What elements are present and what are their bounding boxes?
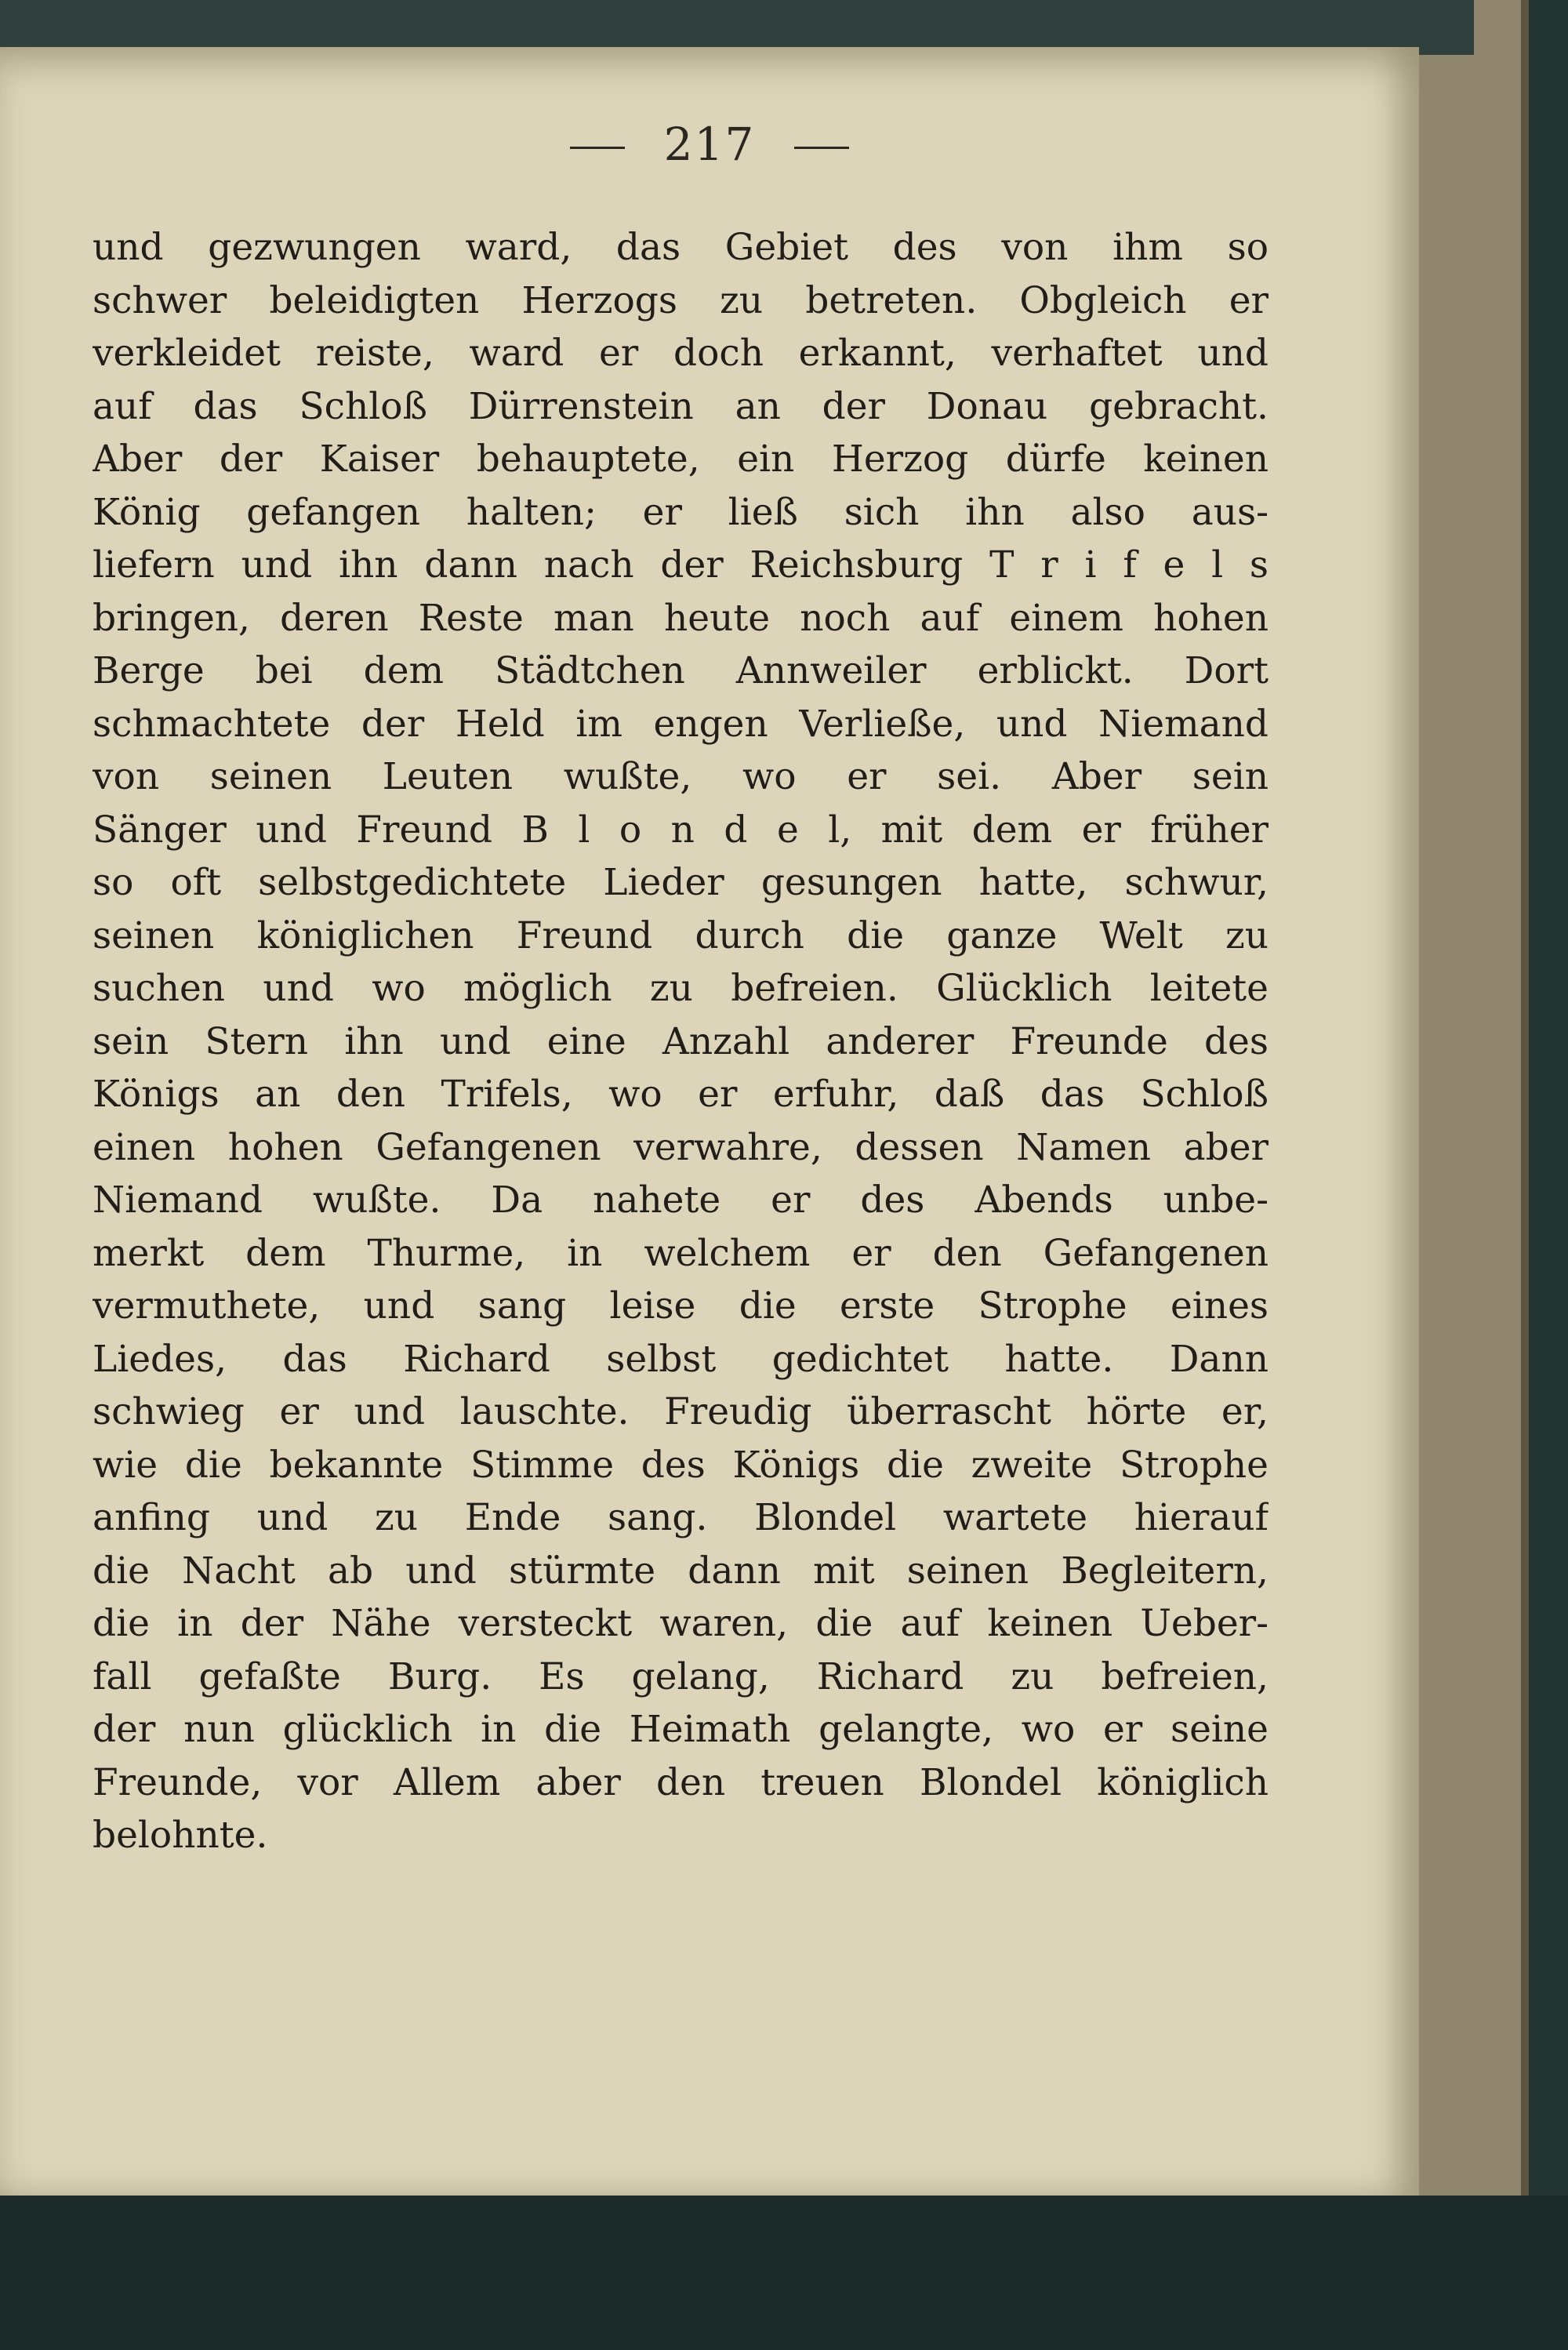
page-header xyxy=(0,118,1419,171)
text-line: vermuthete, und sang leise die erste Strophe eines xyxy=(93,1284,1269,1328)
page-number: 217 xyxy=(663,118,756,171)
text-line: der nun glücklich in die Heimath gelangte, wo er seine xyxy=(93,1708,1269,1751)
text-line: schwieg er und lauschte. Freudig überrascht hörte er, xyxy=(93,1390,1269,1433)
text-line: Sänger und Freund B l o n d e l, mit dem er früher xyxy=(93,808,1269,852)
text-line: Liedes, das Richard selbst gedichtet hatte. Dann xyxy=(93,1337,1269,1381)
text-line: die Nacht ab und stürmte dann mit seinen Begleitern, xyxy=(93,1549,1269,1593)
header-dash-left xyxy=(570,147,625,149)
text-line: sein Stern ihn und eine Anzahl anderer Freunde des xyxy=(93,1019,1269,1063)
text-line: seinen königlichen Freund durch die ganze Welt zu xyxy=(93,913,1269,957)
text-line: liefern und ihn dann nach der Reichsburg T r i f e l s xyxy=(93,543,1269,587)
text-line: auf das Schloß Dürrenstein an der Donau gebracht. xyxy=(93,384,1269,428)
text-line: bringen, deren Reste man heute noch auf einem hohen xyxy=(93,596,1269,640)
text-line: König gefangen halten; er ließ sich ihn also aus- xyxy=(93,490,1269,534)
text-line: fall gefaßte Burg. Es gelang, Richard zu befreien, xyxy=(93,1654,1269,1698)
text-line: und gezwungen ward, das Gebiet des von ihm so xyxy=(93,226,1269,269)
text-line: schmachtete der Held im engen Verließe, und Niemand xyxy=(93,702,1269,746)
text-line: die in der Nähe versteckt waren, die auf keinen Ueber- xyxy=(93,1602,1269,1645)
text-line: Freunde, vor Allem aber den treuen Blondel königlich xyxy=(93,1760,1269,1804)
header-dash-right xyxy=(794,147,849,149)
text-line: Berge bei dem Städtchen Annweiler erblickt. Dort xyxy=(93,649,1269,692)
text-line: schwer beleidigten Herzogs zu betreten. Obgleich er xyxy=(93,278,1269,322)
text-line: einen hohen Gefangenen verwahre, dessen Namen aber xyxy=(93,1125,1269,1169)
text-line: von seinen Leuten wußte, wo er sei. Aber sein xyxy=(93,755,1269,798)
text-line-last: belohnte. xyxy=(93,1814,268,1857)
text-line: merkt dem Thurme, in welchem er den Gefangenen xyxy=(93,1231,1269,1275)
text-line: suchen und wo möglich zu befreien. Glücklich leitete xyxy=(93,967,1269,1010)
text-line: verkleidet reiste, ward er doch erkannt, verhaftet und xyxy=(93,332,1269,375)
bottom-cover-edge xyxy=(0,2196,1568,2350)
body-text xyxy=(93,221,1269,1862)
text-line: Aber der Kaiser behauptete, ein Herzog dürfe keinen xyxy=(93,438,1269,481)
text-line: so oft selbstgedichtete Lieder gesungen hatte, schwur, xyxy=(93,861,1269,904)
text-line: Niemand wußte. Da nahete er des Abends unbe- xyxy=(93,1179,1269,1222)
text-line: anfing und zu Ende sang. Blondel wartete hierauf xyxy=(93,1496,1269,1539)
text-line: wie die bekannte Stimme des Königs die zweite Strophe xyxy=(93,1443,1269,1487)
text-line: Königs an den Trifels, wo er erfuhr, daß das Schloß xyxy=(93,1073,1269,1116)
